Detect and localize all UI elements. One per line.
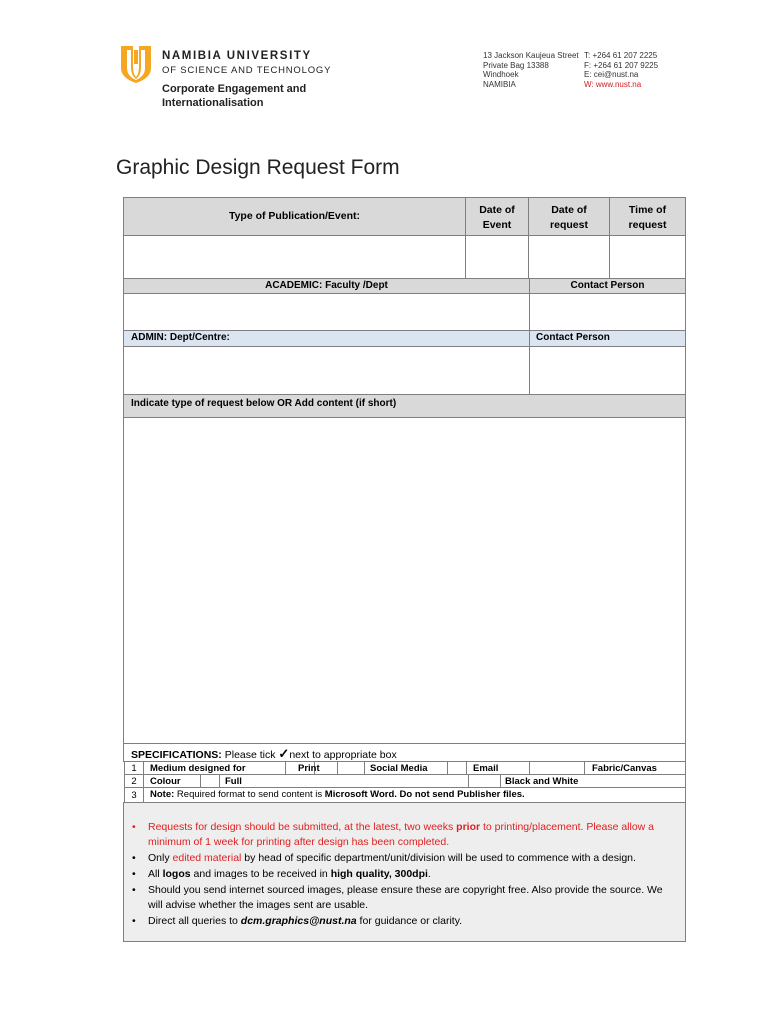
note-highlight: edited material — [172, 852, 242, 864]
university-logo — [117, 44, 155, 84]
note-item — [130, 820, 678, 850]
fabric-checkbox[interactable] — [529, 761, 585, 775]
date-of-request-header — [528, 197, 610, 236]
spec-row-colour — [124, 774, 686, 788]
admin-header — [123, 330, 530, 347]
time-of-request-header — [609, 197, 686, 236]
specifications-bold: SPECIFICATIONS: — [131, 749, 222, 761]
specifications-text — [131, 746, 397, 762]
admin-contact-field[interactable] — [529, 346, 686, 395]
note-item — [130, 851, 678, 866]
note-text: and images to be received in — [190, 868, 331, 880]
note-text: for guidance or clarity. — [356, 915, 463, 927]
fabric-label: Fabric/Canvas — [592, 763, 657, 774]
address-line: Private Bag 13388 — [483, 60, 549, 70]
address-line: Windhoek — [483, 70, 519, 79]
note-bold: high quality, 300dpi — [330, 868, 428, 880]
date-of-event-header — [465, 197, 529, 236]
note-bold: logos — [162, 868, 191, 880]
date-of-request-label — [529, 203, 609, 233]
type-of-publication-header — [123, 197, 466, 236]
note-text: . — [427, 868, 431, 880]
fax: F: +264 61 207 9225 — [584, 60, 659, 70]
type-of-publication-label: Type of Publication/Event: — [228, 210, 361, 222]
black-white-label: Black and White — [505, 776, 579, 787]
indicate-label: Indicate type of request below OR Add content (if short) — [131, 398, 397, 409]
date-of-event-label — [466, 203, 528, 233]
university-subtitle: OF SCIENCE AND TECHNOLOGY — [162, 65, 332, 76]
date-of-request-line-1: Date of — [551, 204, 587, 216]
email-contact: E: cei@nust.na — [584, 70, 639, 79]
time-of-request-line-2: request — [628, 219, 667, 231]
department-line-1: Corporate Engagement and — [162, 83, 307, 95]
specifications-instruction: Please tick — [221, 749, 279, 761]
social-media-checkbox[interactable] — [337, 761, 365, 775]
specifications-header — [123, 743, 686, 762]
address-line: 13 Jackson Kaujeua Street — [483, 51, 579, 60]
admin-field[interactable] — [123, 346, 530, 395]
specifications-instruction-2: next to appropriate box — [289, 749, 397, 761]
tick-icon: ✓ — [278, 746, 290, 761]
department-name — [162, 82, 332, 110]
graphics-email-link[interactable]: dcm.graphics@nust.na — [240, 915, 357, 927]
spec-row-note — [124, 787, 686, 803]
indicate-header — [123, 394, 686, 418]
note-text: Direct all queries to — [148, 915, 241, 927]
row-number: 1 — [125, 762, 144, 774]
type-of-publication-field[interactable] — [123, 235, 466, 279]
time-of-request-label — [610, 203, 685, 233]
academic-field[interactable] — [123, 293, 530, 331]
note-item — [130, 914, 678, 929]
date-of-event-line-2: Event — [482, 219, 512, 231]
note-text: Should you send internet sourced images, please ensure these are copyright free. Also provide the source. We will advise whether the images sent are usable. — [148, 884, 663, 911]
university-name: NAMIBIA UNIVERSITY — [162, 50, 312, 62]
note-text — [150, 789, 525, 800]
note-item — [130, 883, 678, 913]
full-colour-label: Full — [225, 776, 242, 787]
phone: T: +264 61 207 2225 — [584, 51, 658, 60]
email-checkbox[interactable] — [447, 761, 467, 775]
black-white-checkbox[interactable] — [468, 774, 501, 788]
note-item — [130, 867, 678, 882]
website: W: www.nust.na — [584, 79, 642, 89]
contact-person-header-2 — [529, 330, 686, 347]
time-of-request-field[interactable] — [609, 235, 686, 279]
note-tail: Microsoft Word. Do not send Publisher files. — [324, 789, 525, 800]
email-label: Email — [473, 763, 499, 774]
contact-person-label-1: Contact Person — [570, 280, 645, 291]
address-block — [483, 51, 579, 89]
date-of-event-line-1: Date of — [479, 204, 515, 216]
date-of-request-line-2: request — [550, 219, 588, 231]
row-number: 3 — [125, 788, 144, 802]
academic-header — [123, 278, 530, 294]
page-title: Graphic Design Request Form — [116, 156, 400, 179]
note-text: Only — [148, 852, 173, 864]
note-text: Requests for design should be submitted, at the latest, two weeks — [148, 821, 457, 833]
address-line: NAMIBIA — [483, 79, 516, 89]
spec-row-medium — [124, 761, 686, 775]
full-colour-checkbox[interactable] — [200, 774, 220, 788]
contact-person-label-2: Contact Person — [536, 332, 610, 343]
note-bold: prior — [456, 821, 481, 833]
date-of-request-field[interactable] — [528, 235, 610, 279]
date-of-event-field[interactable] — [465, 235, 529, 279]
social-media-label: Social Media — [370, 763, 428, 774]
note-text: All — [148, 868, 163, 880]
contact-person-header-1 — [529, 278, 686, 294]
academic-contact-field[interactable] — [529, 293, 686, 331]
note-body: Required format to send content is — [174, 789, 325, 800]
colour-label: Colour — [150, 776, 181, 787]
note-text: to printing/placement. Please allow a minimum of 1 week for printing after design has been completed. — [148, 821, 655, 848]
print-label: Print — [298, 763, 320, 774]
contact-block — [584, 51, 658, 89]
admin-label: ADMIN: Dept/Centre: — [131, 332, 230, 343]
row-number: 2 — [125, 775, 144, 787]
note-bold: Note: — [150, 789, 175, 800]
medium-label: Medium designed for — [150, 763, 246, 774]
note-text: by head of specific department/unit/division will be used to commence with a design. — [241, 852, 636, 864]
time-of-request-line-1: Time of — [628, 204, 667, 216]
notes-list — [130, 820, 678, 930]
department-line-2: Internationalisation — [162, 97, 264, 109]
academic-label: ACADEMIC: Faculty /Dept — [265, 280, 388, 291]
request-content-area[interactable] — [123, 417, 686, 744]
